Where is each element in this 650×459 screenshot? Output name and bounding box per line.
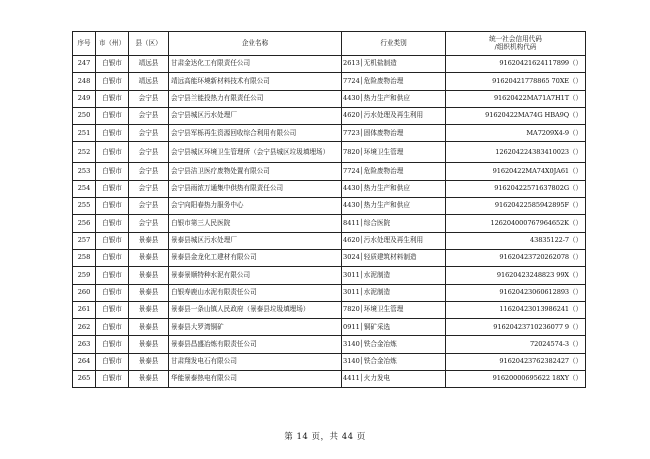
cell-no: 260 (73, 284, 96, 301)
cell-name: 会宁县城区环境卫生管理所（会宁县城区垃圾填埋场） (169, 142, 342, 163)
cell-industry: 4620│污水处理及再生利用 (342, 107, 446, 124)
page-footer: 第 14 页，共 44 页 (284, 432, 366, 442)
table-row (73, 125, 586, 142)
cell-city: 白银市 (96, 215, 129, 232)
cell-code: 91620422585942895F（） (446, 198, 586, 215)
table-row (73, 107, 586, 124)
cell-city: 白银市 (96, 180, 129, 197)
cell-no: 259 (73, 267, 96, 284)
cell-county: 景泰县 (129, 284, 169, 301)
cell-county: 会宁县 (129, 107, 169, 124)
cell-code: MA7209X4-9（） (446, 125, 586, 142)
table-row (73, 198, 586, 215)
cell-city: 白银市 (96, 232, 129, 249)
cell-industry: 4430│热力生产和供应 (342, 180, 446, 197)
cell-code: 91620422MA74G HBA9Q（） (446, 107, 586, 124)
cell-name: 靖远高能环境新材料技术有限公司 (169, 73, 342, 90)
cell-no: 262 (73, 319, 96, 336)
cell-code: 91620421624117899（） (446, 56, 586, 73)
cell-city: 白银市 (96, 319, 129, 336)
cell-county: 会宁县 (129, 180, 169, 197)
cell-city: 白银市 (96, 107, 129, 124)
header-code-line2: /组织机构代码 (494, 42, 537, 51)
header-name: 企业名称 (169, 32, 342, 56)
cell-industry: 4430│热力生产和供应 (342, 198, 446, 215)
cell-city: 白银市 (96, 198, 129, 215)
cell-no: 256 (73, 215, 96, 232)
cell-name: 景泰县金龙化工建材有限公司 (169, 249, 342, 266)
cell-no: 261 (73, 301, 96, 318)
cell-no: 258 (73, 249, 96, 266)
cell-name: 景泰县大罗湾铜矿 (169, 319, 342, 336)
cell-no: 253 (73, 163, 96, 180)
cell-name: 白银市第三人民医院 (169, 215, 342, 232)
cell-industry: 3024│轻质建筑材料制造 (342, 249, 446, 266)
cell-name: 景泰县城区污水处理厂 (169, 232, 342, 249)
cell-county: 会宁县 (129, 142, 169, 163)
cell-no: 254 (73, 180, 96, 197)
cell-industry: 0911│铜矿采选 (342, 319, 446, 336)
cell-county: 景泰县 (129, 267, 169, 284)
table-row (73, 163, 586, 180)
cell-industry: 3011│水泥制造 (342, 267, 446, 284)
table-row (73, 284, 586, 301)
table-row (73, 353, 586, 370)
cell-county: 景泰县 (129, 249, 169, 266)
table-row (73, 180, 586, 197)
table-row (73, 267, 586, 284)
cell-name: 会宁县城区污水处理厂 (169, 107, 342, 124)
table-row (73, 249, 586, 266)
cell-city: 白银市 (96, 336, 129, 353)
cell-code: 91620000695622 18XY（） (446, 371, 586, 388)
cell-no: 248 (73, 73, 96, 90)
cell-city: 白银市 (96, 249, 129, 266)
cell-no: 257 (73, 232, 96, 249)
cell-industry: 7820│环境卫生管理 (342, 301, 446, 318)
table-body (73, 56, 586, 388)
cell-industry: 3140│铁合金冶炼 (342, 336, 446, 353)
table-row (73, 215, 586, 232)
header-industry: 行业类别 (342, 32, 446, 56)
table-row (73, 319, 586, 336)
cell-city: 白银市 (96, 284, 129, 301)
table-row (73, 73, 586, 90)
cell-industry: 4411│火力发电 (342, 371, 446, 388)
cell-county: 靖远县 (129, 73, 169, 90)
cell-industry: 4620│污水处理及再生利用 (342, 232, 446, 249)
cell-no: 255 (73, 198, 96, 215)
cell-industry: 7820│环境卫生管理 (342, 142, 446, 163)
cell-no: 247 (73, 56, 96, 73)
table-row (73, 56, 586, 73)
table-row (73, 301, 586, 318)
cell-county: 景泰县 (129, 301, 169, 318)
cell-county: 景泰县 (129, 319, 169, 336)
table-row (73, 142, 586, 163)
cell-industry: 7724│危险废物治理 (342, 163, 446, 180)
cell-industry: 8411│综合医院 (342, 215, 446, 232)
cell-county: 景泰县 (129, 371, 169, 388)
cell-city: 白银市 (96, 90, 129, 107)
cell-code: 91620423762382427（） (446, 353, 586, 370)
cell-no: 251 (73, 125, 96, 142)
cell-code: 91620421778865 70XE（） (446, 73, 586, 90)
cell-name: 景泰县一条山镇人民政府（景泰县垃圾填埋场） (169, 301, 342, 318)
table-row (73, 232, 586, 249)
cell-code: 91620422MA71A7H1T（） (446, 90, 586, 107)
table-header-row (73, 32, 586, 56)
cell-county: 景泰县 (129, 336, 169, 353)
cell-name: 会宁县军栎再生资源回收综合利用有限公司 (169, 125, 342, 142)
cell-name: 会宁县兰能投热力有限责任公司 (169, 90, 342, 107)
cell-code: 91620423720262078（） (446, 249, 586, 266)
cell-code: 91620423710236077 9（） (446, 319, 586, 336)
cell-county: 景泰县 (129, 353, 169, 370)
cell-name: 华能景泰热电有限公司 (169, 371, 342, 388)
cell-no: 250 (73, 107, 96, 124)
cell-name: 甘肃金达化工有限责任公司 (169, 56, 342, 73)
header-code-line1: 统一社会信用代码 (489, 34, 542, 43)
cell-name: 景泰县昌盛冶炼有限责任公司 (169, 336, 342, 353)
cell-industry: 4430│热力生产和供应 (342, 90, 446, 107)
cell-name: 会宁县雨浓万通集中供热有限责任公司 (169, 180, 342, 197)
cell-city: 白银市 (96, 267, 129, 284)
cell-county: 会宁县 (129, 163, 169, 180)
cell-county: 会宁县 (129, 198, 169, 215)
cell-code: 91620423060612893（） (446, 284, 586, 301)
cell-name: 会宁向阳春热力服务中心 (169, 198, 342, 215)
cell-name: 景泰景顺特种水泥有限公司 (169, 267, 342, 284)
cell-code: 91620422571637802G（） (446, 180, 586, 197)
cell-county: 靖远县 (129, 56, 169, 73)
header-county: 县（区） (129, 32, 169, 56)
header-code (446, 32, 586, 56)
cell-no: 263 (73, 336, 96, 353)
table-row (73, 90, 586, 107)
header-city: 市（州） (96, 32, 129, 56)
cell-industry: 2613│无机盐制造 (342, 56, 446, 73)
cell-code: 126204000767964652K（） (446, 215, 586, 232)
cell-city: 白银市 (96, 73, 129, 90)
cell-no: 265 (73, 371, 96, 388)
cell-industry: 7723│固体废物治理 (342, 125, 446, 142)
header-no: 序号 (73, 32, 96, 56)
cell-code: 126204224383410023（） (446, 142, 586, 163)
enterprise-table (72, 31, 586, 388)
cell-code: 91620422MA74X0JA61（） (446, 163, 586, 180)
cell-industry: 7724│危险废物治理 (342, 73, 446, 90)
cell-county: 景泰县 (129, 232, 169, 249)
cell-county: 会宁县 (129, 125, 169, 142)
cell-no: 264 (73, 353, 96, 370)
cell-code: 11620423013986241（） (446, 301, 586, 318)
cell-code: 72024574-3（） (446, 336, 586, 353)
table-row (73, 336, 586, 353)
table-row (73, 371, 586, 388)
cell-industry: 3011│水泥制造 (342, 284, 446, 301)
cell-city: 白银市 (96, 371, 129, 388)
cell-industry: 3140│铁合金冶炼 (342, 353, 446, 370)
cell-name: 会宁县洁卫医疗废物处置有限公司 (169, 163, 342, 180)
cell-no: 252 (73, 142, 96, 163)
cell-city: 白银市 (96, 301, 129, 318)
cell-city: 白银市 (96, 163, 129, 180)
cell-city: 白银市 (96, 56, 129, 73)
cell-county: 会宁县 (129, 215, 169, 232)
cell-name: 甘肃翔发电石有限公司 (169, 353, 342, 370)
cell-city: 白银市 (96, 142, 129, 163)
cell-city: 白银市 (96, 125, 129, 142)
cell-code: 43835122-7（） (446, 232, 586, 249)
cell-name: 白银寿鹿山水泥有限责任公司 (169, 284, 342, 301)
cell-code: 91620423248823 99X（） (446, 267, 586, 284)
cell-county: 会宁县 (129, 90, 169, 107)
cell-city: 白银市 (96, 353, 129, 370)
cell-no: 249 (73, 90, 96, 107)
